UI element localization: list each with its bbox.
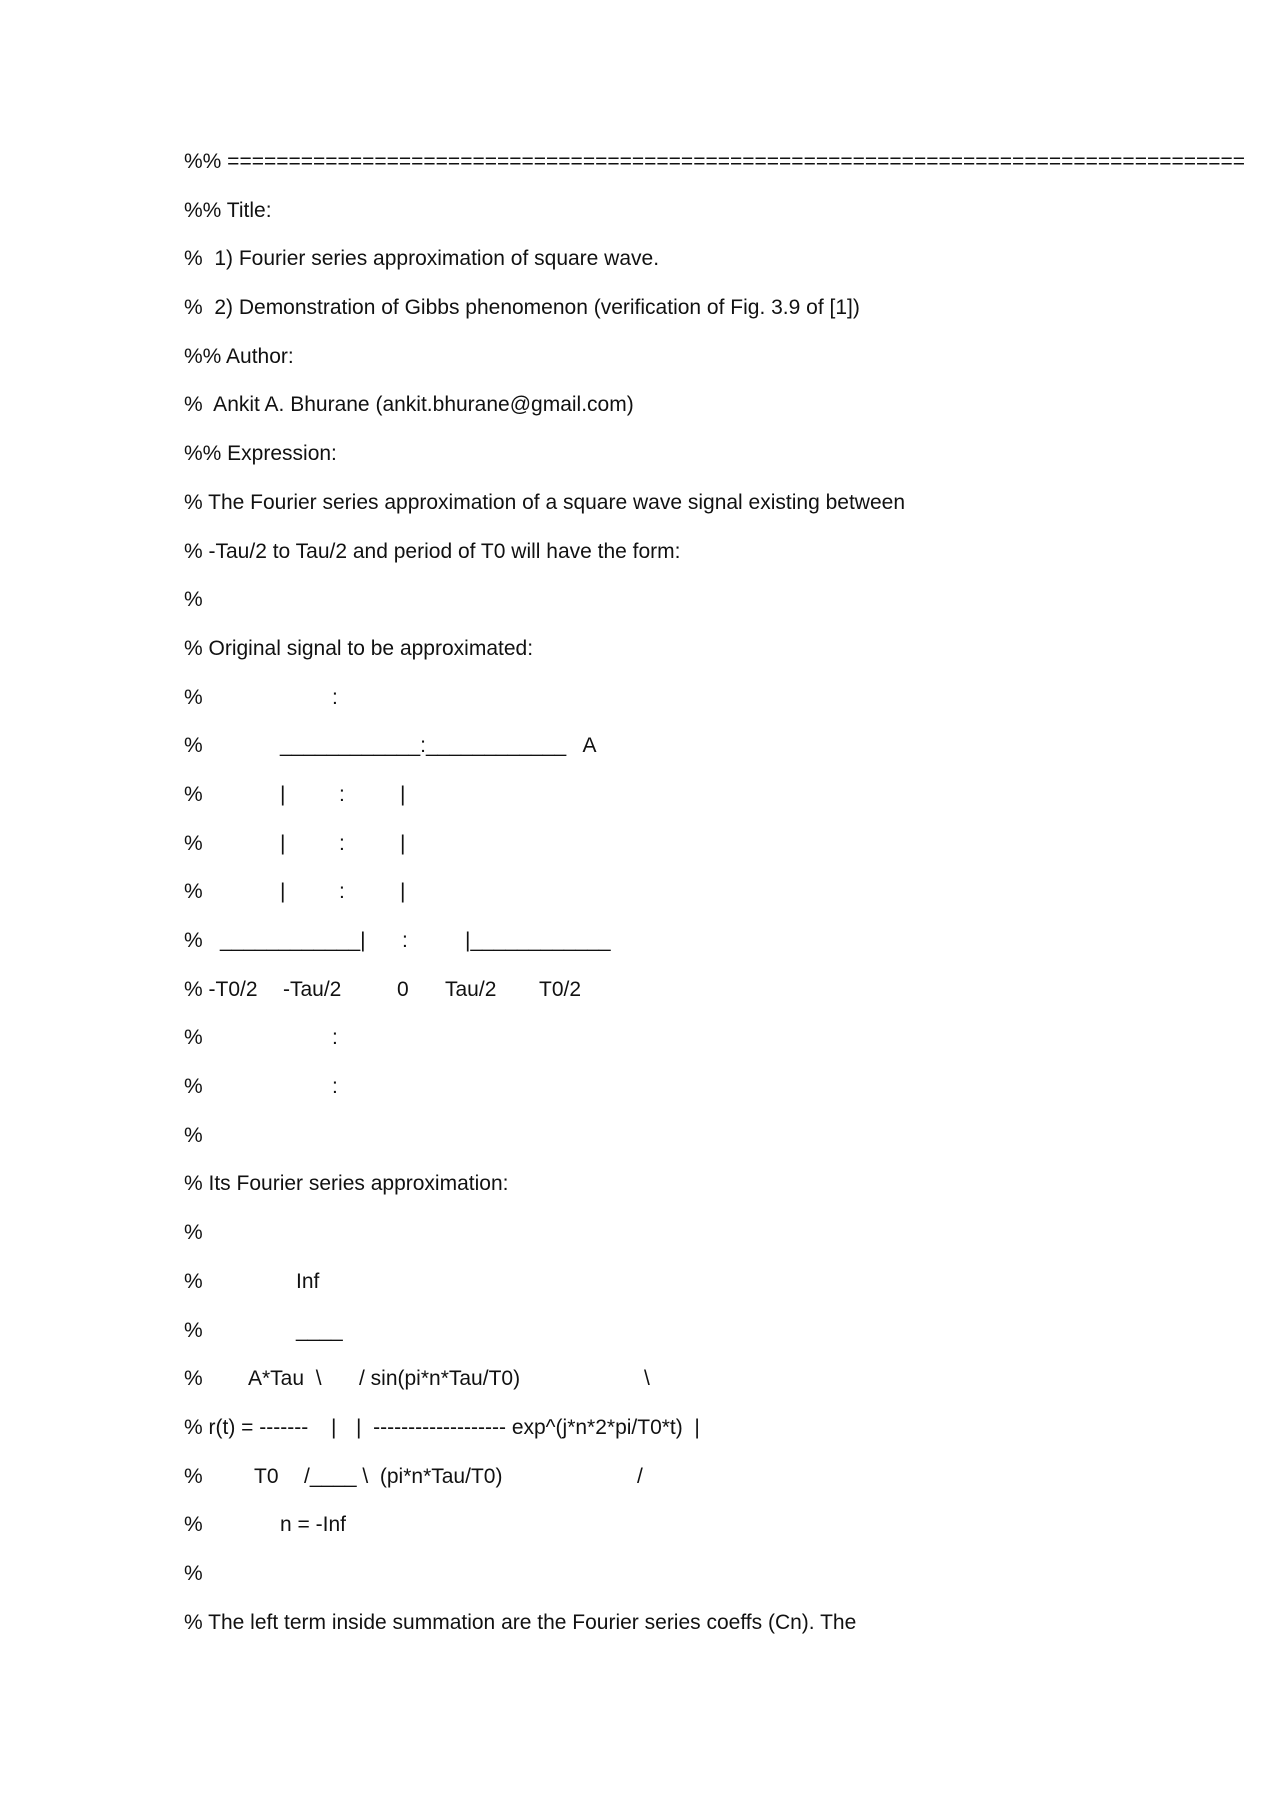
line-text: | ------------------- exp^(j*n*2*pi/T0*t) | bbox=[356, 1415, 700, 1439]
diagram-axis-labels bbox=[184, 978, 1194, 1027]
line-text: %% Expression: bbox=[184, 442, 337, 466]
line-text: \ bbox=[644, 1367, 650, 1391]
line-text: % bbox=[184, 1269, 203, 1293]
line-text: % The left term inside summation are the Fourier series coeffs (Cn). The bbox=[184, 1610, 857, 1634]
line-text: Inf bbox=[296, 1269, 320, 1293]
line-text: % bbox=[184, 1318, 203, 1342]
line-text: : bbox=[339, 880, 345, 904]
diagram-row bbox=[184, 734, 1194, 783]
line-text: % bbox=[184, 685, 203, 709]
formula-row bbox=[184, 1270, 1194, 1319]
formula-row bbox=[184, 1319, 1194, 1368]
line-text: % bbox=[184, 929, 203, 952]
line-text: 0 bbox=[397, 977, 409, 1001]
original-signal-heading bbox=[184, 637, 1194, 686]
diagram-row bbox=[184, 1075, 1194, 1124]
line-text: % r(t) = ------- bbox=[184, 1415, 309, 1439]
line-text: |____________ bbox=[465, 929, 611, 952]
line-text: % bbox=[184, 1075, 203, 1099]
line-text: T0/2 bbox=[539, 977, 582, 1001]
blank-comment bbox=[184, 588, 1194, 637]
line-text: | bbox=[280, 782, 286, 806]
author-name bbox=[184, 393, 1194, 442]
line-text: : bbox=[332, 1075, 338, 1099]
line-text: % bbox=[184, 734, 203, 758]
blank-comment bbox=[184, 1562, 1194, 1611]
blank-comment bbox=[184, 1221, 1194, 1270]
line-text: ____________| bbox=[220, 929, 366, 952]
line-text: ____ bbox=[296, 1318, 343, 1342]
line-text: % -T0/2 bbox=[184, 977, 258, 1001]
line-text: % bbox=[184, 782, 203, 806]
line-text: %% Author: bbox=[184, 344, 294, 368]
line-text: n = -Inf bbox=[280, 1513, 346, 1537]
line-text: %% =================================================================================== bbox=[184, 150, 1246, 173]
line-text: A*Tau \ bbox=[248, 1367, 322, 1391]
line-text: T0 bbox=[254, 1464, 279, 1488]
line-text: % 1) Fourier series approximation of square wave. bbox=[184, 247, 660, 271]
line-text: | bbox=[400, 880, 406, 904]
expression-header bbox=[184, 442, 1194, 491]
line-text: % 2) Demonstration of Gibbs phenomenon (verification of Fig. 3.9 of [1]) bbox=[184, 296, 860, 320]
line-text: % The Fourier series approximation of a square wave signal existing between bbox=[184, 490, 905, 514]
line-text: % bbox=[184, 1221, 203, 1245]
description-line-1 bbox=[184, 491, 1194, 540]
line-text: : bbox=[402, 929, 408, 952]
line-text: / sin(pi*n*Tau/T0) bbox=[359, 1367, 521, 1391]
line-text: % bbox=[184, 1026, 203, 1050]
line-text: % bbox=[184, 1367, 203, 1391]
line-text: % bbox=[184, 1513, 203, 1537]
diagram-row bbox=[184, 1026, 1194, 1075]
diagram-row bbox=[184, 880, 1194, 929]
coefficients-note bbox=[184, 1611, 1194, 1660]
formula-row bbox=[184, 1513, 1194, 1562]
line-text: | bbox=[280, 831, 286, 855]
diagram-row bbox=[184, 783, 1194, 832]
diagram-row bbox=[184, 686, 1194, 735]
divider-line bbox=[184, 150, 1246, 199]
line-text: % bbox=[184, 1561, 203, 1585]
line-text: /____ \ (pi*n*Tau/T0) bbox=[304, 1464, 503, 1488]
line-text: | bbox=[331, 1415, 337, 1439]
line-text: % bbox=[184, 880, 203, 904]
line-text: % Ankit A. Bhurane (ankit.bhurane@gmail.com) bbox=[184, 393, 634, 417]
line-text: % bbox=[184, 1464, 203, 1488]
diagram-row bbox=[184, 929, 1194, 978]
title-item-1 bbox=[184, 247, 1194, 296]
description-line-2 bbox=[184, 540, 1194, 589]
line-text: % bbox=[184, 831, 203, 855]
formula-row bbox=[184, 1465, 1194, 1514]
line-text: : bbox=[339, 831, 345, 855]
formula-row bbox=[184, 1416, 1194, 1465]
line-text: | bbox=[400, 831, 406, 855]
line-text: % bbox=[184, 1123, 203, 1147]
line-text: / bbox=[637, 1464, 643, 1488]
title-item-2 bbox=[184, 296, 1194, 345]
line-text: % bbox=[184, 588, 203, 612]
line-text: : bbox=[332, 1026, 338, 1050]
formula-row bbox=[184, 1367, 1194, 1416]
line-text: % -Tau/2 to Tau/2 and period of T0 will have the form: bbox=[184, 539, 681, 563]
line-text: %% Title: bbox=[184, 198, 272, 222]
title-header bbox=[184, 199, 1194, 248]
line-text: ____________:____________ A bbox=[280, 734, 597, 758]
line-text: Tau/2 bbox=[445, 977, 497, 1001]
approximation-heading bbox=[184, 1172, 1194, 1221]
document-body bbox=[184, 150, 1246, 1659]
line-text: % Its Fourier series approximation: bbox=[184, 1172, 509, 1196]
line-text: % Original signal to be approximated: bbox=[184, 636, 534, 660]
line-text: | bbox=[280, 880, 286, 904]
line-text: -Tau/2 bbox=[283, 977, 342, 1001]
line-text: : bbox=[332, 685, 338, 709]
diagram-row bbox=[184, 832, 1194, 881]
line-text: : bbox=[339, 782, 345, 806]
line-text: | bbox=[400, 782, 406, 806]
blank-comment bbox=[184, 1124, 1194, 1173]
author-header bbox=[184, 345, 1194, 394]
